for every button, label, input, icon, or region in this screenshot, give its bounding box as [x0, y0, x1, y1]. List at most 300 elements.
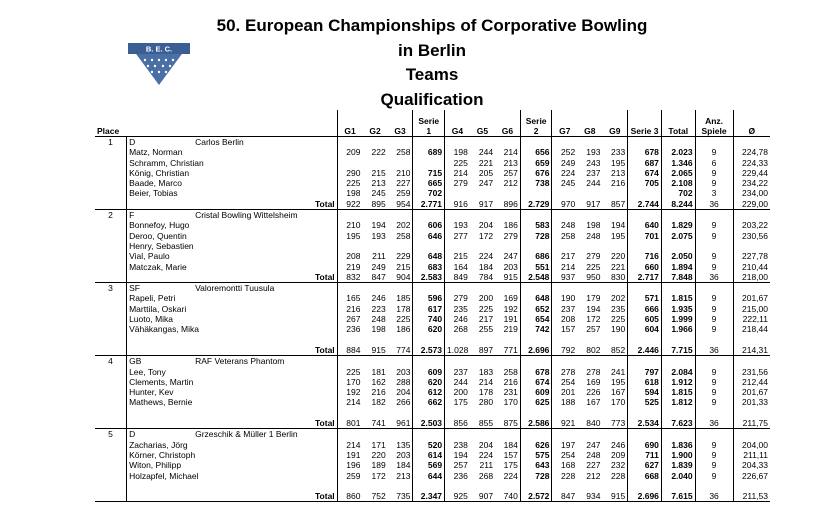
empty-cell — [95, 231, 127, 241]
score-cell — [337, 335, 362, 345]
total-cell: 36 — [695, 272, 733, 283]
total-cell: 934 — [577, 491, 602, 502]
score-cell: 676 — [520, 168, 552, 178]
score-cell: 659 — [520, 158, 552, 168]
empty-cell — [552, 137, 577, 148]
score-cell: 279 — [503, 230, 518, 241]
score-cell: 626 — [520, 440, 552, 450]
score-cell: 2.050 — [661, 251, 695, 261]
score-cell — [413, 158, 445, 168]
score-cell: 184 — [396, 460, 411, 471]
score-cell: 183 — [478, 366, 494, 377]
score-cell: 666 — [628, 304, 662, 314]
total-cell: 852 — [602, 345, 627, 356]
score-cell: 213 — [503, 157, 518, 168]
score-cell: 716 — [628, 251, 662, 261]
score-cell: 569 — [413, 460, 445, 470]
score-cell: 172 — [478, 230, 494, 241]
col-header-g4: G4 — [445, 110, 470, 137]
score-cell: 247 — [478, 178, 494, 189]
empty-cell — [495, 429, 520, 440]
score-cell — [495, 481, 520, 491]
score-cell: 211 — [479, 460, 494, 471]
team-total-row — [95, 491, 770, 502]
total-cell: 2.696 — [628, 491, 662, 502]
team-country: GB — [129, 356, 142, 367]
col-header-g9: G9 — [602, 110, 627, 137]
score-cell: 198 — [586, 220, 601, 231]
empty-cell — [95, 199, 127, 210]
player-name: Lee, Tony — [127, 367, 338, 377]
player-row — [95, 314, 770, 324]
score-cell — [552, 408, 577, 418]
player-name: Mathews, Bernie — [127, 397, 338, 407]
player-name: Schramm, Christian — [127, 158, 338, 168]
score-cell — [602, 188, 627, 198]
total-cell: 740 — [495, 491, 520, 502]
score-cell: 689 — [413, 147, 445, 157]
empty-cell — [95, 377, 127, 387]
score-cell: 223 — [371, 303, 386, 314]
score-cell: 648 — [520, 293, 552, 303]
score-cell: 620 — [413, 324, 445, 334]
score-cell — [445, 188, 470, 198]
score-cell: 665 — [413, 178, 445, 188]
score-cell: 212,44 — [733, 377, 770, 387]
score-cell: 277 — [445, 231, 470, 241]
score-cell: 226,67 — [733, 471, 770, 481]
player-name: Matz, Norman — [127, 147, 338, 157]
score-cell: 678 — [520, 367, 552, 377]
col-header-serie2: Serie 2 — [520, 110, 552, 137]
score-cell: 609 — [413, 367, 445, 377]
empty-cell — [362, 356, 387, 367]
team-total-row — [95, 199, 770, 210]
score-cell: 797 — [628, 367, 662, 377]
score-cell — [661, 335, 695, 345]
score-cell — [520, 408, 552, 418]
score-cell — [495, 335, 520, 345]
score-cell — [337, 158, 362, 168]
score-cell: 614 — [413, 450, 445, 460]
score-cell: 1.999 — [661, 314, 695, 324]
score-cell: 687 — [628, 158, 662, 168]
score-cell: 1.346 — [661, 158, 695, 168]
score-cell: 231 — [503, 387, 518, 398]
score-cell: 225 — [396, 314, 411, 325]
score-cell: 212 — [586, 470, 601, 481]
player-row — [95, 231, 770, 241]
empty-cell — [520, 429, 552, 440]
empty-cell — [495, 356, 520, 367]
team-header-row — [95, 356, 770, 367]
col-header-team — [127, 110, 338, 137]
empty-cell — [388, 283, 413, 294]
score-cell — [577, 408, 602, 418]
score-cell: 257 — [586, 324, 601, 335]
total-cell: 7.615 — [661, 491, 695, 502]
score-cell: 662 — [413, 397, 445, 407]
empty-cell — [733, 356, 770, 367]
score-cell: 255 — [478, 324, 494, 335]
empty-cell — [661, 210, 695, 221]
score-cell: 728 — [520, 471, 552, 481]
total-cell: 847 — [362, 272, 387, 283]
score-cell: 1.815 — [661, 387, 695, 397]
team-name-cell — [127, 283, 338, 294]
col-header-g8: G8 — [577, 110, 602, 137]
team-name-cell — [127, 137, 338, 148]
empty-cell — [95, 188, 127, 198]
score-cell: 9 — [695, 231, 733, 241]
empty-cell — [95, 272, 127, 283]
score-cell: 258 — [396, 230, 411, 241]
score-cell: 279 — [445, 178, 470, 188]
score-cell — [602, 241, 627, 251]
score-cell: 189 — [371, 460, 386, 471]
logo-text: B. E. C. — [145, 44, 173, 54]
player-row — [95, 450, 770, 460]
empty-cell — [552, 429, 577, 440]
empty-cell — [628, 356, 662, 367]
score-cell: 9 — [695, 450, 733, 460]
total-cell: 2.717 — [628, 272, 662, 283]
empty-cell — [95, 491, 127, 502]
player-name: Bonnefoy, Hugo — [127, 220, 338, 230]
player-name: Körner, Christoph — [127, 450, 338, 460]
empty-cell — [661, 137, 695, 148]
score-cell: 232 — [611, 460, 626, 471]
total-cell: 954 — [388, 199, 413, 210]
score-cell — [470, 481, 495, 491]
score-cell: 233 — [611, 147, 626, 158]
empty-cell — [602, 283, 627, 294]
score-cell: 9 — [695, 377, 733, 387]
score-cell — [445, 408, 470, 418]
score-cell: 201 — [552, 387, 577, 397]
score-cell: 244 — [445, 377, 470, 387]
score-cell: 192 — [337, 387, 362, 397]
score-cell: 654 — [520, 314, 552, 324]
total-cell: 7.623 — [661, 418, 695, 429]
score-cell: 9 — [695, 324, 733, 334]
score-cell: 711 — [628, 450, 662, 460]
score-cell: 241 — [611, 366, 626, 377]
empty-cell — [577, 283, 602, 294]
score-cell: 203,22 — [733, 220, 770, 230]
score-cell: 215,00 — [733, 304, 770, 314]
player-row — [95, 262, 770, 272]
score-cell: 203 — [396, 449, 411, 460]
total-cell: 771 — [495, 345, 520, 356]
total-cell: 792 — [552, 345, 577, 356]
score-cell: 172 — [586, 314, 601, 325]
total-cell: 211,53 — [733, 491, 770, 502]
empty-cell — [95, 345, 127, 356]
player-row — [95, 251, 770, 261]
team-name: Cristal Bowling Wittelsheim — [195, 210, 298, 221]
score-cell: 9 — [695, 262, 733, 272]
score-cell: 188 — [552, 397, 577, 407]
score-cell: 220 — [611, 251, 626, 262]
score-cell: 640 — [628, 220, 662, 230]
score-cell: 238 — [445, 440, 470, 450]
score-cell: 1.912 — [661, 377, 695, 387]
score-cell: 213 — [396, 470, 411, 481]
score-cell: 9 — [695, 304, 733, 314]
score-cell: 266 — [396, 397, 411, 408]
score-cell: 202 — [396, 220, 411, 231]
empty-cell — [628, 210, 662, 221]
score-cell: 204 — [478, 220, 494, 231]
score-cell: 220 — [371, 449, 386, 460]
total-cell: 917 — [470, 199, 495, 210]
score-cell: 279 — [586, 251, 601, 262]
score-cell — [388, 241, 413, 251]
score-cell: 583 — [520, 220, 552, 230]
score-cell: 702 — [413, 188, 445, 198]
empty-cell — [520, 283, 552, 294]
score-cell: 194 — [445, 450, 470, 460]
score-cell: 683 — [413, 262, 445, 272]
score-cell — [552, 335, 577, 345]
score-cell — [661, 408, 695, 418]
empty-cell — [95, 314, 127, 324]
score-cell — [470, 241, 495, 251]
empty-cell — [95, 178, 127, 188]
score-cell — [470, 408, 495, 418]
total-cell: 36 — [695, 491, 733, 502]
score-cell: 278 — [552, 367, 577, 377]
empty-cell — [520, 356, 552, 367]
empty-cell — [628, 137, 662, 148]
score-cell: 248 — [586, 449, 601, 460]
col-header-g6: G6 — [495, 110, 520, 137]
score-cell — [388, 408, 413, 418]
total-cell: 7.715 — [661, 345, 695, 356]
score-cell: 229,44 — [733, 168, 770, 178]
score-cell: 246 — [611, 439, 626, 450]
score-cell: 211 — [372, 251, 386, 262]
score-cell: 9 — [695, 387, 733, 397]
total-cell: 2.446 — [628, 345, 662, 356]
player-name: Hunter, Kev — [127, 387, 338, 397]
player-row — [95, 188, 770, 198]
player-name: Beier, Tobias — [127, 188, 338, 198]
empty-cell — [695, 210, 733, 221]
score-cell — [388, 481, 413, 491]
score-cell — [413, 241, 445, 251]
team-name-cell — [127, 210, 338, 221]
score-cell — [695, 481, 733, 491]
score-cell: 185 — [396, 293, 411, 304]
empty-cell — [661, 429, 695, 440]
empty-cell — [552, 283, 577, 294]
empty-cell — [95, 387, 127, 397]
score-cell: 705 — [628, 178, 662, 188]
score-cell: 214 — [445, 168, 470, 178]
total-cell: 830 — [602, 272, 627, 283]
score-cell: 225 — [611, 314, 626, 325]
score-cell: 184 — [478, 261, 494, 272]
score-cell: 278 — [586, 366, 601, 377]
score-cell: 715 — [413, 168, 445, 178]
score-cell: 1.812 — [661, 397, 695, 407]
title-line-1: 50. European Championships of Corporative Bowling — [216, 16, 648, 35]
score-cell: 208 — [552, 314, 577, 324]
col-header-g1: G1 — [337, 110, 362, 137]
team-place: 1 — [95, 137, 127, 148]
empty-cell — [628, 429, 662, 440]
score-cell: 236 — [445, 471, 470, 481]
score-cell: 222,11 — [733, 314, 770, 324]
empty-cell — [95, 418, 127, 429]
empty-cell — [388, 137, 413, 148]
empty-cell — [602, 356, 627, 367]
empty-cell — [695, 356, 733, 367]
results-body — [95, 137, 770, 502]
score-cell: 198 — [445, 147, 470, 157]
score-cell: 167 — [586, 397, 601, 408]
score-cell: 210 — [396, 167, 411, 178]
player-row — [95, 481, 770, 491]
player-row — [95, 335, 770, 345]
score-cell: 660 — [628, 262, 662, 272]
empty-cell — [362, 210, 387, 221]
total-cell: 801 — [337, 418, 362, 429]
score-cell: 609 — [520, 387, 552, 397]
score-cell: 9 — [695, 460, 733, 470]
player-name — [127, 335, 338, 345]
team-place: 2 — [95, 210, 127, 221]
player-row — [95, 460, 770, 470]
score-cell: 6 — [695, 158, 733, 168]
total-cell: 917 — [577, 199, 602, 210]
score-cell: 701 — [628, 231, 662, 241]
score-cell: 224 — [503, 470, 518, 481]
score-cell: 213 — [371, 178, 386, 189]
results-table — [95, 110, 770, 502]
score-cell: 740 — [413, 314, 445, 324]
score-cell: 204 — [478, 439, 494, 450]
score-cell: 625 — [520, 397, 552, 407]
score-cell: 1.829 — [661, 220, 695, 230]
score-cell: 248 — [552, 220, 577, 230]
player-name: Luoto, Mika — [127, 314, 338, 324]
score-cell: 186 — [396, 324, 411, 335]
player-name: Witon, Philipp — [127, 460, 338, 470]
empty-cell — [95, 324, 127, 334]
score-cell: 200 — [445, 387, 470, 397]
player-name: Baade, Marco — [127, 178, 338, 188]
total-cell: 229,00 — [733, 199, 770, 210]
score-cell: 225 — [337, 178, 362, 188]
score-cell: 213 — [611, 167, 626, 178]
score-cell: 170 — [337, 377, 362, 387]
score-cell: 235 — [445, 304, 470, 314]
score-cell: 203 — [503, 261, 518, 272]
score-cell: 194 — [586, 303, 601, 314]
score-cell — [337, 241, 362, 251]
score-cell: 175 — [445, 397, 470, 407]
score-cell — [695, 408, 733, 418]
score-cell: 221 — [611, 261, 626, 272]
score-cell: 234,00 — [733, 188, 770, 198]
team-header-row — [95, 210, 770, 221]
score-cell: 606 — [413, 220, 445, 230]
score-cell: 656 — [520, 147, 552, 157]
team-name-cell — [127, 429, 338, 440]
score-cell — [733, 241, 770, 251]
score-cell — [733, 335, 770, 345]
player-row — [95, 168, 770, 178]
player-name — [127, 408, 338, 418]
score-cell: 243 — [586, 157, 601, 168]
score-cell — [362, 481, 387, 491]
score-cell: 204,00 — [733, 440, 770, 450]
score-cell: 258 — [552, 231, 577, 241]
score-cell — [520, 481, 552, 491]
empty-cell — [388, 210, 413, 221]
score-cell: 246 — [371, 293, 386, 304]
total-cell: 218,00 — [733, 272, 770, 283]
team-header-row — [95, 283, 770, 294]
empty-cell — [95, 241, 127, 251]
score-cell: 164 — [445, 262, 470, 272]
empty-cell — [362, 137, 387, 148]
total-cell: 857 — [602, 199, 627, 210]
score-cell: 2.084 — [661, 367, 695, 377]
total-label: Total — [127, 345, 338, 356]
total-cell: 7.848 — [661, 272, 695, 283]
empty-cell — [362, 429, 387, 440]
team-total-row — [95, 345, 770, 356]
player-name: Rapeli, Petri — [127, 293, 338, 303]
score-cell — [337, 481, 362, 491]
score-cell: 9 — [695, 314, 733, 324]
col-header-g5: G5 — [470, 110, 495, 137]
score-cell: 225 — [586, 261, 601, 272]
score-cell: 196 — [337, 460, 362, 470]
score-cell — [577, 335, 602, 345]
empty-cell — [602, 137, 627, 148]
score-cell — [602, 335, 627, 345]
empty-cell — [95, 471, 127, 481]
empty-cell — [445, 283, 470, 294]
player-row — [95, 324, 770, 334]
score-cell — [577, 481, 602, 491]
score-cell: 215 — [396, 261, 411, 272]
score-cell: 2.108 — [661, 178, 695, 188]
total-cell: 36 — [695, 418, 733, 429]
score-cell — [470, 335, 495, 345]
score-cell: 237 — [586, 167, 601, 178]
score-cell: 620 — [413, 377, 445, 387]
empty-cell — [95, 147, 127, 157]
total-cell: 784 — [470, 272, 495, 283]
total-cell: 752 — [362, 491, 387, 502]
score-cell: 208 — [337, 251, 362, 261]
total-cell: 884 — [337, 345, 362, 356]
total-cell: 774 — [388, 345, 413, 356]
total-cell: 937 — [552, 272, 577, 283]
score-cell: 259 — [396, 188, 411, 199]
score-cell — [337, 408, 362, 418]
score-cell: 210,44 — [733, 262, 770, 272]
team-name: RAF Veterans Phantom — [195, 356, 285, 367]
total-label: Total — [127, 199, 338, 210]
score-cell: 171 — [371, 439, 386, 450]
